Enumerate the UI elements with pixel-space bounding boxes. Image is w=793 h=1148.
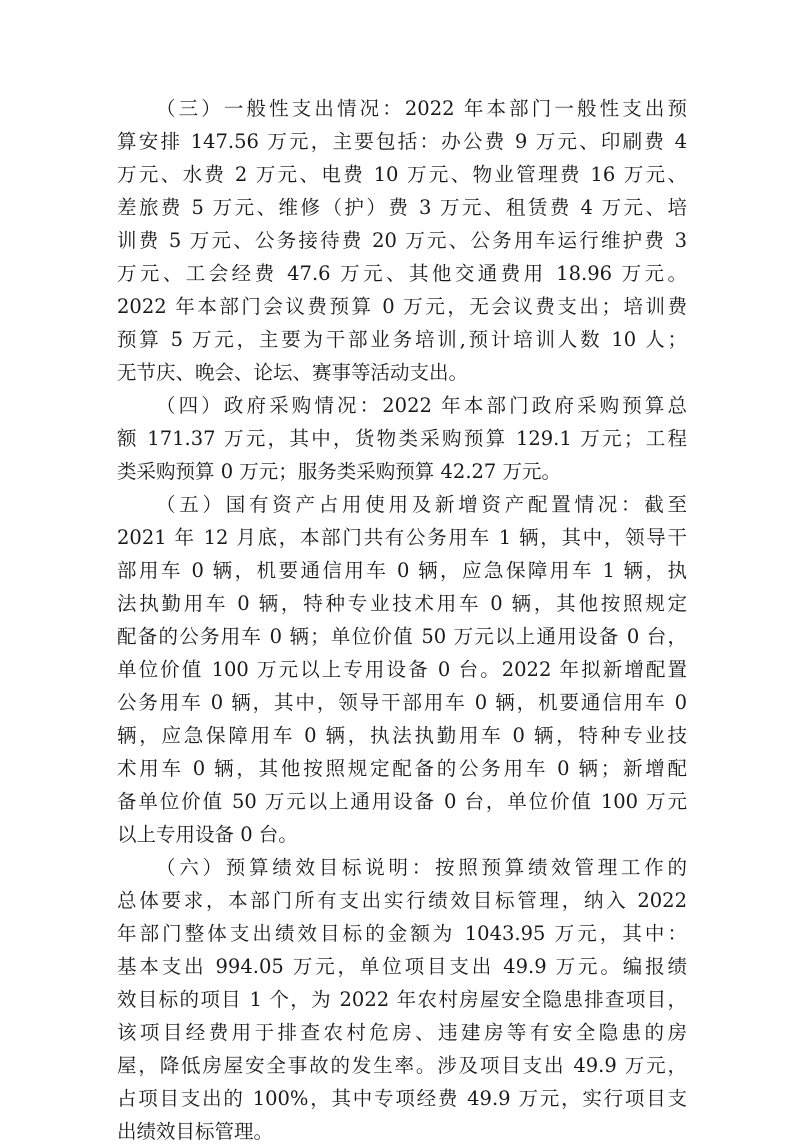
text-line: （三）一般性支出情况：2022 年本部门一般性支出预: [156, 97, 687, 120]
paragraph-general-expenditure: [117, 92, 687, 389]
text-line: （四）政府采购情况：2022 年本部门政府采购预算总: [156, 394, 687, 417]
text-line: （六）预算绩效目标说明：按照预算绩效管理工作的: [156, 856, 687, 879]
text-line: 差旅费 5 万元、维修（护）费 3 万元、租赁费 4 万元、培: [117, 196, 687, 219]
paragraph-performance-goals: [117, 851, 687, 1148]
text-line: 部用车 0 辆，机要通信用车 0 辆，应急保障用车 1 辆，执: [117, 559, 687, 582]
text-line: 效目标的项目 1 个，为 2022 年农村房屋安全隐患排查项目，: [117, 988, 687, 1011]
text-line: （五）国有资产占用使用及新增资产配置情况：截至: [156, 493, 687, 516]
text-line: 辆，应急保障用车 0 辆，执法执勤用车 0 辆，特种专业技: [117, 724, 687, 747]
text-line: 配备的公务用车 0 辆；单位价值 50 万元以上通用设备 0 台，: [117, 625, 687, 648]
text-line: 万元、工会经费 47.6 万元、其他交通费用 18.96 万元。: [117, 262, 687, 285]
text-line: 万元、水费 2 万元、电费 10 万元、物业管理费 16 万元、: [117, 163, 687, 186]
text-line: 以上专用设备 0 台。: [117, 823, 298, 846]
text-line: 额 171.37 万元，其中，货物类采购预算 129.1 万元；工程: [117, 427, 687, 450]
text-line: 术用车 0 辆，其他按照规定配备的公务用车 0 辆；新增配: [117, 757, 687, 780]
text-line: 出绩效目标管理。: [117, 1120, 274, 1143]
text-line: 备单位价值 50 万元以上通用设备 0 台，单位价值 100 万元: [117, 790, 687, 813]
text-line: 2022 年本部门会议费预算 0 万元，无会议费支出；培训费: [117, 295, 687, 318]
text-line: 算安排 147.56 万元，主要包括：办公费 9 万元、印刷费 4: [117, 130, 687, 153]
text-line: 总体要求，本部门所有支出实行绩效目标管理，纳入 2022: [117, 889, 687, 912]
text-line: 类采购预算 0 万元；服务类采购预算 42.27 万元。: [117, 460, 562, 483]
text-line: 预算 5 万元，主要为干部业务培训,预计培训人数 10 人；: [117, 328, 687, 351]
text-line: 占项目支出的 100%，其中专项经费 49.9 万元，实行项目支: [117, 1087, 687, 1110]
text-line: 基本支出 994.05 万元，单位项目支出 49.9 万元。编报绩: [117, 955, 687, 978]
text-line: 屋，降低房屋安全事故的发生率。涉及项目支出 49.9 万元，: [117, 1054, 687, 1077]
text-line: 年部门整体支出绩效目标的金额为 1043.95 万元，其中：: [117, 922, 687, 945]
text-line: 2021 年 12 月底，本部门共有公务用车 1 辆，其中，领导干: [117, 526, 687, 549]
document-body: [117, 92, 687, 1148]
text-line: 法执勤用车 0 辆，特种专业技术用车 0 辆，其他按照规定: [117, 592, 687, 615]
text-line: 单位价值 100 万元以上专用设备 0 台。2022 年拟新增配置: [117, 658, 687, 681]
text-line: 训费 5 万元、公务接待费 20 万元、公务用车运行维护费 3: [117, 229, 687, 252]
text-line: 公务用车 0 辆，其中，领导干部用车 0 辆，机要通信用车 0: [117, 691, 687, 714]
text-line: 无节庆、晚会、论坛、赛事等活动支出。: [117, 361, 469, 384]
paragraph-government-procurement: [117, 389, 687, 488]
paragraph-state-assets: [117, 488, 687, 851]
text-line: 该项目经费用于排查农村危房、违建房等有安全隐患的房: [117, 1021, 687, 1044]
